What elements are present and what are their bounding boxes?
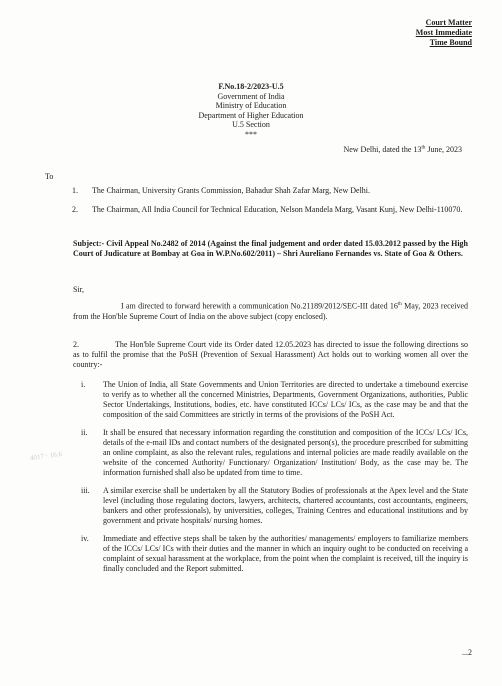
file-number: F.No.18-2/2023-U.5 bbox=[218, 82, 284, 91]
salutation: Sir, bbox=[73, 285, 85, 294]
subject-line: Subject:- Civil Appeal No.2482 of 2014 (Against the final judgement and order dated 15.03.2012 passed by the High Court of Judicature at Bombay at Goa in W.P.No.602/2011) – Shri Aureliano Fernandes vs. State of Goa & Others. bbox=[73, 239, 468, 258]
recipient-text: The Chairman, University Grants Commission, Bahadur Shah Zafar Marg, New Delhi. bbox=[92, 186, 371, 195]
date-sup: th bbox=[421, 145, 426, 151]
paragraph-1 bbox=[73, 300, 468, 322]
header-line-section: U.5 Section bbox=[232, 120, 270, 130]
most-immediate-label: Most Immediate bbox=[415, 28, 472, 37]
direction-text: The Union of India, all State Governments and Union Territories are directed to undertake a timebound exercise to verify as to whether all the concerned Ministries, Departments, Government Organizations, authorities, Public Sector Undertakings, Institutions, bodies, etc. have constituted ICCs/ LCs/ ICs, as the case may be and that the composition of the said Committees are strictly in terms of the provisions of the PoSH Act. bbox=[103, 380, 468, 419]
recipient-list bbox=[72, 186, 468, 224]
date-prefix: New Delhi, dated the 13 bbox=[343, 145, 422, 154]
direction-item bbox=[73, 428, 468, 478]
direction-text: A similar exercise shall be undertaken by all the Statutory Bodies of professionals at the Apex level and the State level (including those regulating doctors, lawyers, architects, chartered accountants, cost accountants, engineers, bankers and other professionals), by universities, colleges, Training Centres and educational institutions and by government and private hospitals/ nursing homes. bbox=[103, 486, 468, 525]
direction-number: i. bbox=[81, 380, 86, 389]
para1-sup: th bbox=[397, 302, 402, 307]
directions-list bbox=[73, 380, 468, 582]
recipient-number: 2. bbox=[72, 205, 78, 214]
receipt-stamp: 4017 · 16.6 bbox=[29, 449, 63, 463]
direction-number: ii. bbox=[81, 428, 88, 437]
header-line-government: Government of India bbox=[217, 91, 285, 101]
direction-number: iii. bbox=[81, 486, 90, 495]
page-continuation: ...2 bbox=[462, 648, 472, 657]
date-line bbox=[343, 145, 462, 154]
recipient-number: 1. bbox=[72, 186, 78, 195]
recipient-item bbox=[72, 205, 468, 215]
direction-text: It shall be ensured that necessary information regarding the constitution and composition of the ICCs/ LCs/ ICs, details of the e-mail IDs and contact numbers of the designated person(s), the procedure prescribed for submitting an online complaint, as also the relevant rules, regulations and internal policies are made readily available on the website of the concerned Authority/ Functionary/ Organization/ Institution/ Body, as the case may be. The information furnished shall also be updated from time to time. bbox=[103, 428, 468, 477]
direction-item bbox=[73, 380, 468, 420]
header-line-department: Department of Higher Education bbox=[198, 110, 304, 120]
recipient-text: The Chairman, All India Council for Technical Education, Nelson Mandela Marg, Vasant Kunj, New Delhi-110070. bbox=[92, 205, 463, 214]
recipient-item bbox=[72, 186, 468, 196]
para2-text: The Hon'ble Supreme Court vide its Order dated 12.05.2023 has directed to issue the following directions so as to fulfil the promise that the PoSH (Prevention of Sexual Harassment) Act holds out to working women all over the country:- bbox=[73, 340, 468, 369]
header-line-ministry: Ministry of Education bbox=[215, 101, 287, 111]
paragraph-2 bbox=[73, 340, 468, 370]
direction-item bbox=[73, 534, 468, 574]
letter-header bbox=[0, 82, 502, 140]
direction-item bbox=[73, 486, 468, 526]
header-line-stars: *** bbox=[245, 129, 257, 139]
direction-text: Immediate and effective steps shall be taken by the authorities/ managements/ employers to familiarize members of the ICCs/ LCs/ ICs with their duties and the manner in which an inquiry ought to be conducted on receiving a complaint of sexual harassment at the workplace, from the point when the complaint is received, till the inquiry is finally concluded and the Report submitted. bbox=[103, 534, 468, 573]
date-suffix: June, 2023 bbox=[425, 145, 462, 154]
para1-before: I am directed to forward herewith a communication No.21189/2012/SEC-III dated 16 bbox=[121, 301, 398, 311]
para2-number: 2. bbox=[73, 340, 79, 349]
direction-number: iv. bbox=[81, 534, 89, 543]
para1-after: May, 2023 received from the Hon'ble Supreme Court of India on the above subject (copy enclosed). bbox=[73, 301, 469, 321]
time-bound-label: Time Bound bbox=[429, 38, 472, 47]
to-label: To bbox=[45, 172, 54, 181]
court-matter-label: Court Matter bbox=[425, 18, 472, 27]
court-marks bbox=[416, 18, 472, 48]
